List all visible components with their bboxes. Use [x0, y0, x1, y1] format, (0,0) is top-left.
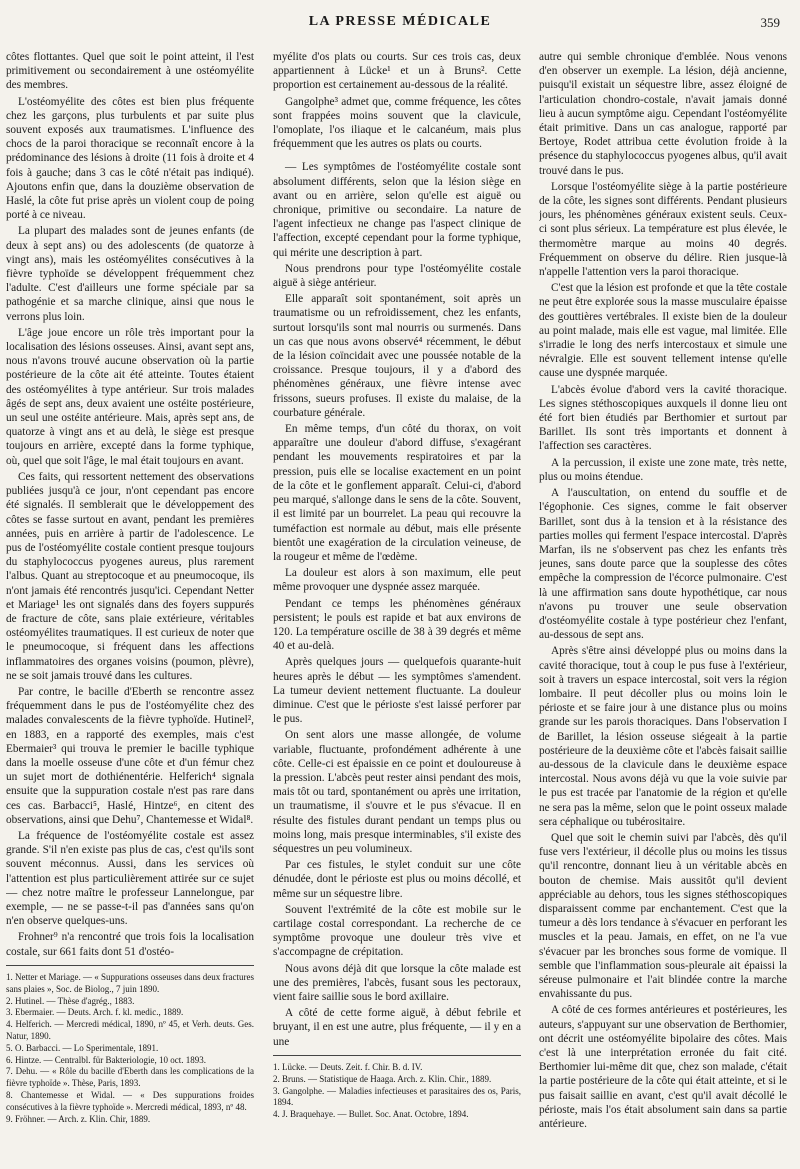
- paragraph: Quel que soit le chemin suivi par l'abcès, dès qu'il fuse vers l'extérieur, il décolle plus ou moins les tissus qu'il rencontre, donnant lieu à un véritable abcès en bouton de chemise. Mais aussitôt qu'il devient appréciable au dehors, tous les signes stéthoscopiques disparaissent comme par enchantement. C'est que la tumeur a dès lors tendance à s'évacuer en perforant les muscles et la peau. Jamais, en effet, on ne l'a vue s'évacuer par les bronches sous forme de vomique. Il semble que l'inflammation sous-pleurale ait épaissi la séreuse pulmonaire et l'ait blindée contre la marche envahissante du pus.: [539, 831, 787, 1001]
- column-1: [6, 50, 254, 1155]
- footnote: 7. Dehu. — « Rôle du bacille d'Eberth dans les complications de la fièvre typhoïde ». Thèse, Paris, 1893.: [6, 1066, 254, 1089]
- text-columns: [6, 50, 794, 1155]
- paragraph: A l'auscultation, on entend du souffle et de l'égophonie. Ces signes, comme le fait observer Barillet, sont dus à la tension et à la résistance des parties molles qui ferment l'espace intercostal. D'après Marfan, ils ne s'observent pas chez les enfants très jeunes, sans doute parce que la souplesse des côtes empêche la compression de l'écorce pulmonaire. C'est là une affirmation sans doute hypothétique, car nous n'avons pu trouver une seule observation d'ostéomyélite costale à type postérieur chez l'enfant, au-dessous de sept ans.: [539, 487, 787, 642]
- footnote: 3. Gangolphe. — Maladies infectieuses et parasitaires des os, Paris, 1894.: [273, 1085, 521, 1108]
- footnote: 1. Lücke. — Deuts. Zeit. f. Chir. B. d. IV.: [273, 1062, 423, 1072]
- column-2: [273, 50, 521, 1155]
- paragraph: autre qui semble chronique d'emblée. Nous venons d'en observer un exemple. La lésion, déjà ancienne, puisqu'il existait un séquestre libre, assez éloigné de l'articulation chondro-costale, n'avait jamais donné lieu à aucun symptôme aigu. Cependant l'ostéomyélite était primitive. Dans un cas analogue, rapporté par Bertoye, Rodet attribua cette évolution froide à la présence du staphylococcus pyogenes albus, qu'il avait trouvé dans le pus.: [539, 51, 787, 177]
- footnote: 2. Bruns. — Statistique de Haaga. Arch. z. Klin. Chir., 1889.: [273, 1073, 492, 1084]
- paragraph: Après s'être ainsi développé plus ou moins dans la cavité thoracique, tout à coup le pus fuse à l'extérieur, soit à travers un espace intercostal, soit vers la région lombaire. Il peut décoller plus ou moins loin le périoste et se faire jour à une distance plus ou moins grande sur les parois thoraciques. Dans l'observation I de Barillet, la lésion osseuse siégeait à la partie postérieure de la deuxième côte et l'abcès faisait saillie au-dessous de la clavicule dans le deuxième espace intercostal. Nous avons déjà vu que la voie suivie par le pus est tracée par l'anatomie de la région et qu'elle ne sera pas la même, selon que le point osseux malade sera céphalique ou tubérositaire.: [539, 645, 787, 828]
- footnote: 8. Chantemesse et Widal. — « Des suppurations froides consécutives à la fièvre typhoïde ». Mercredi médical, 1893, nº 48.: [6, 1089, 254, 1112]
- paragraph: Nous prendrons pour type l'ostéomyélite costale aiguë à siège antérieur.: [273, 262, 521, 290]
- footnote: 5. O. Barbacci. — Lo Sperimentale, 1891.: [6, 1042, 159, 1053]
- paragraph: La fréquence de l'ostéomyélite costale est assez grande. S'il n'en existe pas plus de cas, c'est qu'ils sont souvent méconnus. Aussi, dans les services où l'attention est plus particulièrement attirée sur ce sujet — chez notre maître le professeur Lannelongue, par exemple, — ne se passe-t-il pas d'années sans qu'on n'en observe quelques-uns.: [6, 829, 254, 928]
- paragraph: Par ces fistules, le stylet conduit sur une côte dénudée, dont le périoste est plus ou moins décollé, et même sur un séquestre libre.: [273, 859, 521, 900]
- footnote: 4. Helferich. — Mercredi médical, 1890, nº 45, et Verh. deuts. Ges. Natur, 1890.: [6, 1019, 254, 1041]
- column-3: [539, 50, 787, 1155]
- footnote: 6. Hintze. — Centralbl. für Bakteriologie, 10 oct. 1893.: [6, 1054, 206, 1065]
- paragraph: Après quelques jours — quelquefois quarante-huit heures après le début — les symptômes s'amendent. La tumeur devient nettement fluctuante. La douleur diminue. C'est que le périoste s'est laissé perforer par le pus.: [273, 656, 521, 726]
- paragraph: A la percussion, il existe une zone mate, très nette, plus ou moins étendue.: [539, 456, 787, 483]
- paragraph: Frohner⁹ n'a rencontré que trois fois la localisation costale, sur 661 faits dont 51 d'ostéo-: [6, 931, 254, 958]
- footnotes: [6, 965, 254, 1125]
- paragraph: L'abcès évolue d'abord vers la cavité thoracique. Les signes stéthoscopiques auxquels il donne lieu ont été fort bien étudiés par Berthomier et surtout par Barillet. Ils sont très importants et donnent à l'affection ses caractères.: [539, 383, 787, 453]
- paragraph: Gangolphe³ admet que, comme fréquence, les côtes sont frappées moins souvent que la clavicule, l'omoplate, l'os iliaque et le calcanéum, mais plus fréquemment que les autres os plats ou courts.: [273, 95, 521, 151]
- paragraph: En même temps, d'un côté du thorax, on voit apparaître une douleur d'abord diffuse, s'exagérant pendant les mouvements respiratoires et par la pression, puis elle se localise exactement en un point de la côte et le gonflement apparaît. Celui-ci, d'abord peu marqué, s'allonge dans le sens de la côte. Souvent, il est limité par un bourrelet. La peau qui recouvre la tuméfaction est normale au début, mais elle présente bientôt une exagération de la circulation veineuse, de la rougeur et même de l'œdème.: [273, 423, 521, 563]
- paragraph: A côté de ces formes antérieures et postérieures, les auteurs, s'appuyant sur une observation de Berthomier, ont décrit une ostéomyélite bipolaire des côtes. Mais c'est là une interprétation erronée du fait cité. Berthomier lui-même dit que, chez son malade, c'était la partie postérieure de la côte qui était atteinte, et si le pus faisait saillie en avant, c'est qu'il avait décollé le périoste, mais l'os était absolument sain dans sa partie antérieure.: [539, 1004, 787, 1131]
- paragraph: L'âge joue encore un rôle très important pour la localisation des lésions osseuses. Ainsi, avant sept ans, nous n'avons trouvé aucune observation où la partie postérieure de la côte ait été atteinte. Toutes étaient des ostéomyélites à type antérieur. Sur trois malades âgés de sept ans, deux avaient une ostéite postérieure, un seul une ostéite antérieure. Mais, après sept ans, de quatorze à vingt ans et au delà, le siège est presque toujours en arrière, excepté dans la forme typhique, où, quel que soit l'âge, le mal était toujours en avant.: [6, 326, 254, 467]
- page-number: 359: [760, 15, 780, 30]
- footnote: 1. Netter et Mariage. — « Suppurations osseuses dans deux fractures sans plaies », Soc. de Biolog., 7 juin 1890.: [6, 972, 254, 994]
- footnote: 3. Ebermaier. — Deuts. Arch. f. kl. medic., 1889.: [6, 1007, 184, 1018]
- paragraph: Pendant ce temps les phénomènes généraux persistent; le pouls est rapide et bat aux environs de 120. La température oscille de 38 à 39 degrés et même 40 et au-delà.: [273, 597, 521, 653]
- paragraph: côtes flottantes. Quel que soit le point atteint, il l'est primitivement ou secondairement à une ostéomyélite des membres.: [6, 51, 254, 92]
- paragraph: Par contre, le bacille d'Eberth se rencontre assez fréquemment dans le pus de l'ostéomyélite chez des malades convalescents de la fièvre typhoïde. Hutinel², en 1883, en a rapporté des exemples, mais c'est Ebermaier³ qui trouva le premier le bacille typhique dans la moelle osseuse d'une côte et d'un fémur chez un sujet mort de dothiénentérie. Helferich⁴ signala ensuite que la suppuration costale n'est pas rare dans ces cas. Barbacci⁵, Haslé, Hintze⁶, en citent des observations, ainsi que Dehu⁷, Chantemesse et Widal⁸.: [6, 685, 254, 826]
- footnote: 2. Hutinel. — Thèse d'agrég., 1883.: [6, 995, 135, 1006]
- paragraph: C'est que la lésion est profonde et que la tête costale ne peut être explorée sous la masse musculaire épaisse des gouttières vertébrales. Il existe bien de la douleur au point malade, mais elle est vague, mal limitée. Elle s'irradie le long des nerfs intercostaux et simule une névralgie. Elle est souvent tellement intense qu'elle cause une dyspnée marquée.: [539, 282, 787, 380]
- paragraph: Souvent l'extrémité de la côte est mobile sur le cartilage costal correspondant. La recherche de ce symptôme provoque une douleur très vive et s'accompagne de crépitation.: [273, 903, 521, 959]
- footnote: 9. Fröhner. — Arch. z. Klin. Chir, 1889.: [6, 1113, 151, 1124]
- footnote: 4. J. Braquehaye. — Bullet. Soc. Anat. Octobre, 1894.: [273, 1109, 469, 1120]
- paragraph: Ces faits, qui ressortent nettement des observations publiées jusqu'à ce jour, n'ont cependant pas encore été signalés. Il semblerait que le développement des côtes se fasse surtout en avant, pendant les premières années, puis en arrière à partir de l'adolescence. Le pus de l'ostéomyélite costale contient presque toujours du staphylococcus pyogenes aureus, plus rarement l'albus. Quant au streptocoque et au pneumocoque, ils n'ont jamais été rencontrés jusqu'ici. Cependant Netter et Mariage¹ les ont signalés dans des foyers suppurés de fracture de côte, sans plaie extérieure, véritables ostéomyélites traumatiques. Il est curieux de noter que le pneumocoque, si fréquent dans les affections inflammatoires des organes voisins (poumon, plèvre), ne se soit jamais trouvé dans les cultures.: [6, 470, 254, 682]
- paragraph: On sent alors une masse allongée, de volume variable, fluctuante, profondément adhérente à une côte. Celle-ci est épaissie en ce point et douloureuse à la pression. L'abcès peut rester ainsi pendant des mois, mais tôt ou tard, spontanément ou après une irritation, un traumatisme, il s'ouvre et le pus s'évacue. Il en résulte des fistules durant pendant un temps plus ou moins long, mais presque interminables, s'il existe des séquestres un peu volumineux.: [273, 729, 521, 855]
- paragraph: Nous avons déjà dit que lorsque la côte malade est une des premières, l'abcès, fusant sous les pectoraux, vient faire saillie sous le bord axillaire.: [273, 962, 521, 1003]
- paragraph: myélite d'os plats ou courts. Sur ces trois cas, deux appartiennent à Lücke¹ et un à Bruns². Cette proportion est certainement au-dessous de la réalité.: [273, 51, 521, 92]
- footnotes: [273, 1055, 521, 1121]
- paragraph: La douleur est alors à son maximum, elle peut même provoquer une dyspnée assez marquée.: [273, 567, 521, 594]
- paragraph: Elle apparaît soit spontanément, soit après un traumatisme ou un refroidissement, chez les enfants, surtout lorsqu'ils sont mal nourris ou surmenés. Dans un cas que nous avons observé⁴ récemment, le début de la lésion coïncidait avec une poussée notable de la croissance. Presque toujours, il y a d'abord des phénomènes généraux, une fièvre intense avec frissons, sueurs profuses. Il existe du malaise, de la courbature générale.: [273, 293, 521, 419]
- paragraph: La plupart des malades sont de jeunes enfants (de deux à sept ans) ou des adolescents (de quatorze à vingt ans), mais les ostéomyélites consécutives à la fièvre typhoïde se développent fréquemment chez l'adulte. C'est d'ailleurs une forme spéciale par sa pathogénie et sa marche clinique, ainsi que nous le verrons plus loin.: [6, 225, 254, 323]
- paragraph: L'ostéomyélite des côtes est bien plus fréquente chez les garçons, plus turbulents et par suite plus souvent exposés aux traumatismes. L'influence des chocs de la paroi thoracique se reconnaît encore à la prédominance des lésions à droite (11 fois à droite et 4 fois à gauche; dans 3 cas le côté n'était pas indiqué). Ajoutons enfin que, dans la douzième observation de Haslé, la côte fut prise après un violent coup de poing porté à ce niveau.: [6, 95, 254, 222]
- paragraph: A côté de cette forme aiguë, à début febrile et bruyant, il en est une autre, plus fréquente, — il y en a une: [273, 1007, 521, 1048]
- paragraph: — Les symptômes de l'ostéomyélite costale sont absolument différents, selon que la lésion siège en avant ou en arrière, selon qu'elle est aiguë ou chronique, primitive ou secondaire. La nature de l'agent infectieux ne change pas l'aspect clinique de l'affection, excepté cependant pour la forme typhique, qui mérite une description à part.: [273, 161, 521, 259]
- running-header: LA PRESSE MÉDICALE: [308, 14, 492, 29]
- paragraph: Lorsque l'ostéomyélite siège à la partie postérieure de la côte, les signes sont différents. Pendant plusieurs jours, les phénomènes généraux existent seuls. Ceux-ci sont plus sérieux. La température est plus élevée, le thermomètre marque au moins 40 degrés. Fréquemment on observe du délire. Rien jusque-là n'appelle l'attention vers la paroi thoracique.: [539, 180, 787, 279]
